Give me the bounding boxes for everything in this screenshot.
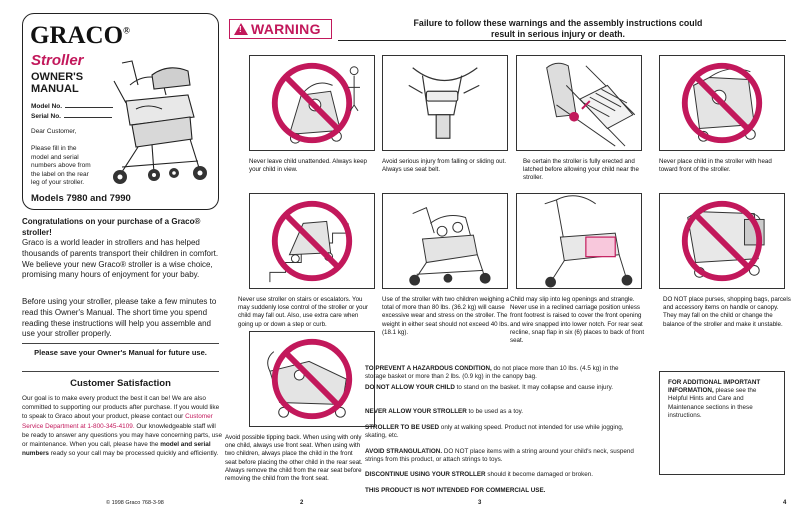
product-name: Stroller [31,52,84,69]
save-manual-note: Please save your Owner's Manual for future use. [22,343,219,372]
warning-tile-handle-items [659,193,785,289]
page-number: 4 [783,500,787,506]
manual-title: OWNER'S MANUAL [31,71,84,95]
warning-tile-tipping [249,331,375,427]
warning-bullet: AVOID STRANGULATION. DO NOT place items with a string around your child's neck, suspend strings from this product, or attach strings to toys. [365,448,634,464]
models-label: Models 7980 and 7990 [31,193,131,204]
warning-bullet: DISCONTINUE USING YOUR STROLLER should it become damaged or broken. [365,471,594,478]
congrats-heading: Congratulations on your purchase of a Graco® stroller! [22,217,201,237]
tile-caption: Use of the stroller with two children weighing a total of more than 80 lbs. (36.2 kg) will cause excessive wear and stress on the stroller. The weight in either seat should not exceed 40 lbs. (18.1 kg). [382,296,510,336]
warning-tile-stairs [249,193,375,289]
customer-service-link[interactable]: Customer Service Department at 1-800-345-4109. [22,413,213,430]
tile-caption: DO NOT place purses, shopping bags, parcels and accessory items on handle or canopy. They may fall on the child or change the balance of the stroller and make it unstable. [663,296,791,328]
tile-caption: Child may slip into leg openings and strangle. Never use in a reclined carriage position unless front footrest is raised to cover the front opening and wire snapped into lower notch. For rear seat recline, snap flap in six (6) places to back of front seat. [510,296,645,345]
warning-bullet: NEVER ALLOW YOUR STROLLER to be used as a toy. [365,408,524,415]
warning-tile-weight [382,193,508,289]
stroller-illustration [92,55,214,190]
intro-paragraph-2: Before using your stroller, please take a few minutes to read this Owner's Manual. The short time you spend reading these instructions will help you assemble and use your stroller properly. [22,297,217,339]
fill-in-note: Please fill in the model and serial numbers above from the label on the rear leg of your stroller. [31,145,91,187]
greeting: Dear Customer, [31,128,77,135]
warning-tile-leg-openings [516,193,642,289]
tile-caption: Avoid serious injury from falling or sliding out. Always use seat belt. [382,158,507,174]
tile-caption: Never place child in the stroller with head toward front of the stroller. [659,158,772,174]
warning-triangle-icon: ! [234,23,248,35]
warning-tile-latched [516,55,642,151]
tile-caption: Be certain the stroller is fully erected and latched before allowing your child near the stroller. [523,158,639,182]
customer-satisfaction-text: Our goal is to make every product the best it can be! We are also committed to supporting our products after purchase. If you would like to speak to Graco about your product, please contact our Customer Service Department at 1-800-345-4109. Our knowledgeable staff will be ready to answer any questions you may have concerning parts, use or maintenance. When you call, please have the model and serial numbers ready so your call may be processed quickly and efficiently. [22,395,223,458]
tile-caption: Avoid possible tipping back. When using with only one child, always use front seat. When using with two children, always place the child in the front seat before placing the other child in the rear seat. Always remove the child from the rear seat before removing the child from the front seat. [225,434,363,483]
warning-headline: Failure to follow these warnings and the assembly instructions could result in serious injury or death. [413,18,703,39]
page-number: 2 [300,500,304,506]
additional-info-box: FOR ADDITIONAL IMPORTANT INFORMATION, please see the Helpful Hints and Care and Maintenance sections in these instructions. [659,371,785,475]
warning-bullet: TO PREVENT A HAZARDOUS CONDITION, do not place more than 10 lbs. (4.5 kg) in the storage basket or more than 2 lbs. (0.9 kg) in the canopy bag. [365,365,619,381]
tile-caption: Never leave child unattended. Always keep your child in view. [249,158,367,174]
warning-tile-seat-belt [382,55,508,151]
warning-tile-unattended [249,55,375,151]
brand-logo: GRACO® [30,22,130,49]
tile-caption: Never use stroller on stairs or escalators. You may suddenly lose control of the stroller or your child may fall out. Also, use extra care when going up or down a step or curb. [238,296,368,328]
intro-paragraph: Graco is a world leader in strollers and has helped thousands of parents transport their children in comfort. We believe your new Graco® stroller is a wise choice, promising many hours of enjoyment for your baby. [22,238,219,280]
warning-bullet: THIS PRODUCT IS NOT INTENDED FOR COMMERCIAL USE. [365,487,546,494]
model-number-field: Model No. [31,103,113,110]
warning-tile-head-front [659,55,785,151]
divider [338,40,786,41]
page-number: 3 [478,500,482,506]
warning-bullet: STROLLER TO BE USED only at walking speed. Product not intended for use while jogging, skating, etc. [365,424,624,440]
warning-bullet: DO NOT ALLOW YOUR CHILD to stand on the basket. It may collapse and cause injury. [365,384,614,391]
copyright: © 1998 Graco 768-3-98 [106,500,164,506]
warning-badge: ! WARNING [229,19,332,39]
customer-satisfaction-title: Customer Satisfaction [70,378,171,389]
serial-number-field: Serial No. [31,113,112,120]
